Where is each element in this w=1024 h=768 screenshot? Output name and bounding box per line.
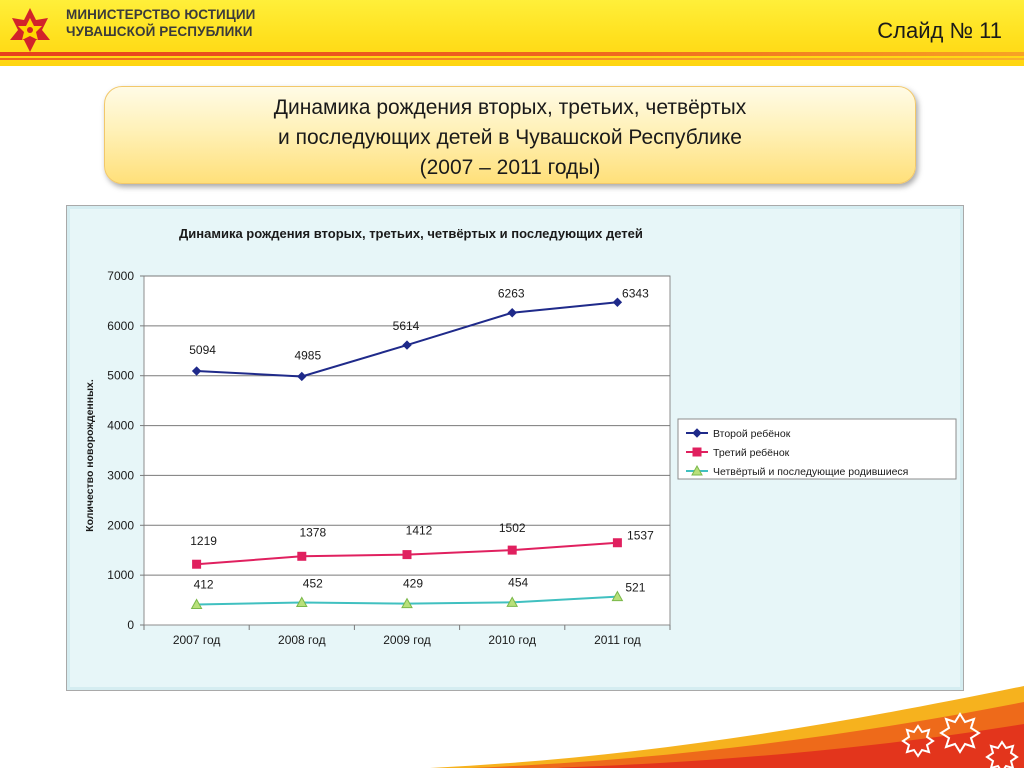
ministry-line-2: ЧУВАШСКОЙ РЕСПУБЛИКИ <box>66 24 253 39</box>
line-chart <box>67 206 963 690</box>
slide-title-box <box>104 86 916 184</box>
chuvash-emblem-icon <box>6 4 54 56</box>
y-tick-label: 3000 <box>107 468 134 483</box>
legend-entry: Третий ребёнок <box>713 447 790 459</box>
star-icon <box>941 714 979 752</box>
data-label: 6343 <box>622 286 649 301</box>
y-tick-label: 4000 <box>107 418 134 433</box>
data-label: 454 <box>508 575 529 590</box>
data-point <box>508 546 516 554</box>
data-point <box>298 552 306 560</box>
data-label: 5614 <box>392 319 420 334</box>
decorative-stars <box>896 704 1024 768</box>
x-tick-label: 2009 год <box>383 633 431 647</box>
y-tick-label: 7000 <box>107 269 134 283</box>
data-label: 412 <box>193 577 214 592</box>
y-tick-label: 5000 <box>107 368 134 383</box>
x-tick-label: 2010 год <box>488 633 536 647</box>
data-point <box>193 560 201 568</box>
x-tick-label: 2008 год <box>278 633 326 647</box>
slide-title-line-1: Динамика рождения вторых, третьих, четвёртых <box>273 96 747 119</box>
data-point <box>403 551 411 559</box>
data-label: 429 <box>402 576 424 591</box>
slide-title-line-3: (2007 – 2011 годы) <box>419 156 601 179</box>
legend-entry: Второй ребёнок <box>713 428 791 440</box>
y-tick-label: 6000 <box>107 318 134 333</box>
x-tick-label: 2011 год <box>594 633 641 647</box>
star-icon <box>903 726 933 756</box>
ministry-name <box>66 6 255 40</box>
data-label: 1502 <box>498 521 526 536</box>
y-tick-label: 1000 <box>107 568 134 583</box>
header-stripe-thin <box>0 58 1024 60</box>
data-label: 1412 <box>405 523 433 538</box>
data-label: 1537 <box>627 528 654 543</box>
y-tick-label: 0 <box>127 618 134 632</box>
ministry-line-1: МИНИСТЕРСТВО ЮСТИЦИИ <box>66 7 256 22</box>
slide-number: Слайд № 11 <box>877 18 1002 43</box>
slide-title-line-2: и последующих детей в Чувашской Республике <box>278 126 742 149</box>
data-label: 1219 <box>190 534 217 549</box>
data-point <box>613 539 621 547</box>
legend-marker <box>693 448 701 456</box>
data-label: 5094 <box>189 343 216 358</box>
chart-title: Динамика рождения вторых, третьих, четвёртых и последующих детей <box>179 226 643 241</box>
x-tick-label: 2007 год <box>172 633 221 647</box>
data-label: 4985 <box>294 348 322 363</box>
data-label: 1378 <box>299 525 327 540</box>
data-label: 452 <box>302 576 323 591</box>
y-tick-label: 2000 <box>107 518 134 533</box>
data-label: 6263 <box>497 286 525 301</box>
chart-frame <box>66 205 964 691</box>
data-label: 521 <box>625 580 646 595</box>
y-axis-label: Количество новорожденных. <box>84 379 96 532</box>
legend-entry: Четвёртый и последующие родившиеся <box>713 466 909 478</box>
header-stripe <box>0 52 1024 56</box>
star-icon <box>987 742 1017 768</box>
header-band <box>0 0 1024 66</box>
